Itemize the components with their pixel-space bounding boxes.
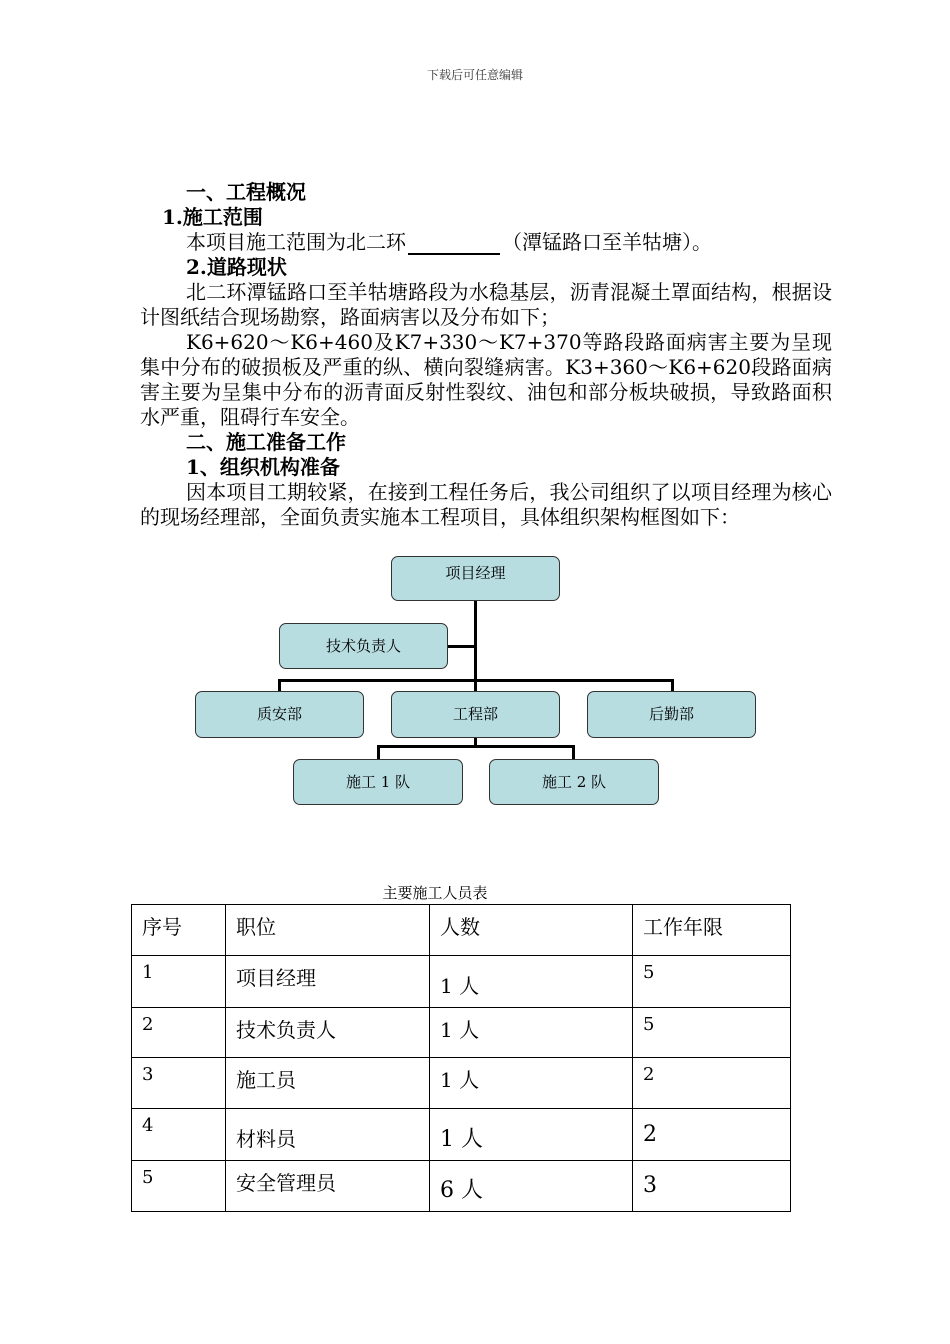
org-label-team-1: 施工 1 队 — [345, 773, 411, 791]
cell-position: 安全管理员 — [226, 1161, 430, 1212]
organization-paragraph: 因本项目工期较紧，在接到工程任务后，我公司组织了以项目经理为核心的现场经理部，全面负责实施本工程项目，具体组织架构框图如下： — [140, 480, 832, 529]
road-paragraph-2: K6+620～K6+460及K7+330～K7+370等路段路面病害主要为呈现集中分布的破损板及严重的纵、横向裂缝病害。K3+360～K6+620段路面病害主要为呈集中分布的沥青面反射性裂纹、油包和部分板块破损，导致路面积水严重，阻碍行车安全。 — [140, 330, 832, 429]
cell-count: 1 人 — [430, 1109, 633, 1161]
road-paragraph-1: 北二环潭锰路口至羊牯塘路段为水稳基层，沥青混凝土罩面结构，根据设计图纸结合现场勘察，路面病害以及分布如下； — [140, 280, 832, 329]
staff-table-title: 主要施工人员表 — [382, 884, 488, 902]
subsection-title-scope: 1.施工范围 — [162, 205, 263, 229]
org-box-tech-lead — [279, 623, 448, 669]
cell-index: 2 — [132, 1008, 226, 1058]
org-box-team-1 — [293, 759, 463, 805]
cell-count: 1 人 — [430, 1058, 633, 1109]
table-header-row — [132, 905, 791, 956]
cell-index: 5 — [132, 1161, 226, 1212]
cell-index: 3 — [132, 1058, 226, 1109]
header-cell-years: 工作年限 — [633, 905, 791, 956]
org-line-team-left — [377, 745, 380, 760]
table-row — [132, 1008, 791, 1058]
cell-index: 1 — [132, 956, 226, 1008]
header-cell-position: 职位 — [226, 905, 430, 956]
header-cell-count: 人数 — [430, 905, 633, 956]
org-box-engineering — [391, 691, 560, 738]
org-line-dept-bar — [278, 679, 674, 682]
org-line-tech-branch — [447, 645, 477, 648]
page-header: 下载后可任意编辑 — [426, 68, 523, 82]
org-box-logistics — [587, 691, 756, 738]
org-box-quality-safety — [195, 691, 364, 738]
org-label-project-manager: 项目经理 — [445, 564, 506, 582]
table-row — [132, 1161, 791, 1212]
subsection-title-road: 2.道路现状 — [186, 255, 287, 279]
org-box-team-2 — [489, 759, 659, 805]
org-label-engineering: 工程部 — [452, 705, 498, 723]
subsection-title-organization: 1、组织机构准备 — [186, 455, 340, 479]
cell-position: 项目经理 — [226, 956, 430, 1008]
cell-count: 6 人 — [430, 1161, 633, 1212]
scope-text-before: 本项目施工范围为北二环 — [186, 230, 406, 254]
header-cell-index: 序号 — [132, 905, 226, 956]
scope-paragraph — [140, 230, 832, 255]
cell-position: 材料员 — [226, 1109, 430, 1161]
cell-years: 2 — [633, 1058, 791, 1109]
cell-position: 施工员 — [226, 1058, 430, 1109]
cell-years: 5 — [633, 956, 791, 1008]
org-label-logistics: 后勤部 — [648, 705, 694, 723]
staff-table — [131, 904, 791, 1212]
cell-years: 5 — [633, 1008, 791, 1058]
cell-position: 技术负责人 — [226, 1008, 430, 1058]
blank-underline — [408, 233, 500, 255]
cell-index: 4 — [132, 1109, 226, 1161]
section-title-preparation: 二、施工准备工作 — [186, 430, 346, 454]
table-row — [132, 1058, 791, 1109]
org-label-quality-safety: 质安部 — [256, 705, 302, 723]
cell-years: 2 — [633, 1109, 791, 1161]
org-line-team-right — [572, 745, 575, 760]
cell-years: 3 — [633, 1161, 791, 1212]
org-line-team-bar — [377, 745, 575, 748]
table-row — [132, 1109, 791, 1161]
org-label-tech-lead: 技术负责人 — [325, 637, 401, 655]
scope-text-after: （潭锰路口至羊牯塘）。 — [502, 230, 712, 254]
cell-count: 1 人 — [430, 1008, 633, 1058]
cell-count: 1 人 — [430, 956, 633, 1008]
org-box-project-manager — [391, 556, 560, 601]
section-title-overview: 一、工程概况 — [186, 180, 306, 204]
table-row — [132, 956, 791, 1008]
org-label-team-2: 施工 2 队 — [541, 773, 607, 791]
document-body — [140, 180, 832, 530]
